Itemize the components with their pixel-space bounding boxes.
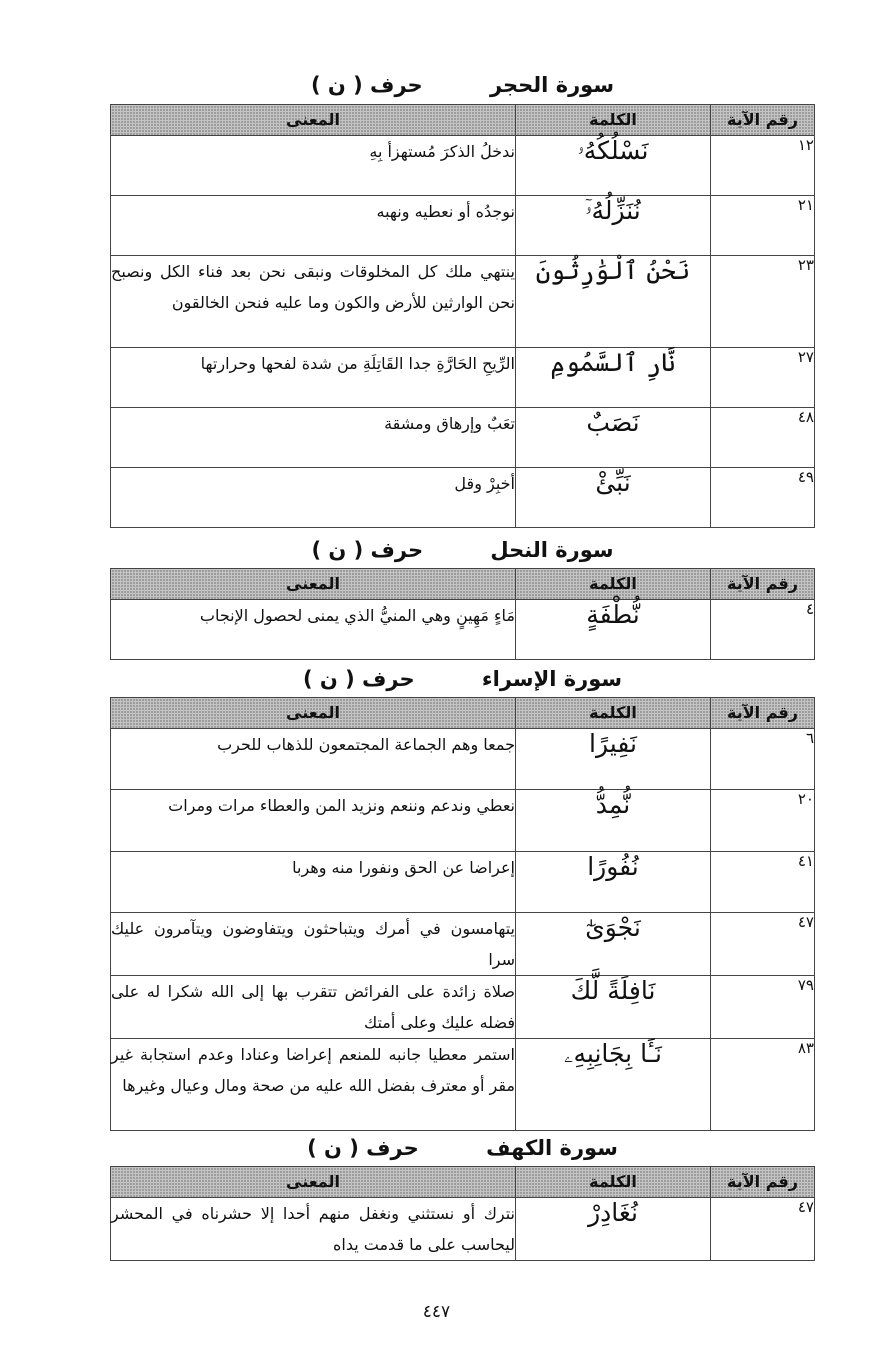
verse-number: ٤١ <box>711 852 815 913</box>
quran-word: نَّارِ ٱلسَّمُومِ <box>516 348 711 408</box>
quran-word: نَحْنُ ٱلْوَٰرِثُونَ <box>516 256 711 348</box>
header-meaning: المعنى <box>111 698 516 729</box>
table-row <box>111 852 815 913</box>
word-meaning: أخبِرْ وقل <box>111 468 516 528</box>
table-row <box>111 468 815 528</box>
header-verse-number: رقم الآية <box>711 698 815 729</box>
table-row <box>111 256 815 348</box>
surah-title: سورة الإسراء <box>481 667 623 691</box>
table-row <box>111 408 815 468</box>
verse-number: ٨٣ <box>711 1039 815 1131</box>
surah-title: سورة النحل <box>490 538 614 562</box>
verse-number: ٤ <box>711 600 815 660</box>
header-verse-number: رقم الآية <box>711 1167 815 1198</box>
header-meaning: المعنى <box>111 105 516 136</box>
word-meaning: صلاة زائدة على الفرائض تتقرب بها إلى الله شكرا له على فضله عليك وعلى أمتك <box>111 976 516 1039</box>
verse-number: ٤٨ <box>711 408 815 468</box>
table-row <box>111 600 815 660</box>
letter-label: حرف ( ن ) <box>311 538 424 562</box>
quran-word: نُغَادِرْ <box>516 1198 711 1261</box>
word-meaning: مَاءٍ مَهِينٍ وهي المنيُّ الذي يمنى لحصول الإنجاب <box>111 600 516 660</box>
header-verse-number: رقم الآية <box>711 105 815 136</box>
letter-label: حرف ( ن ) <box>302 667 415 691</box>
verse-number: ٢٣ <box>711 256 815 348</box>
table-row <box>111 729 815 790</box>
quran-word: نَصَبٌ <box>516 408 711 468</box>
section-heading-al-isra <box>110 662 815 696</box>
word-meaning: الرِّيحِ الحَارَّةِ جدا القَاتِلَةِ من شدة لفحها وحرارتها <box>111 348 516 408</box>
letter-label: حرف ( ن ) <box>307 1136 419 1160</box>
verse-number: ٤٩ <box>711 468 815 528</box>
verse-number: ٢١ <box>711 196 815 256</box>
word-meaning: نعطي وندعم وننعم ونزيد المن والعطاء مرات ومرات <box>111 790 516 852</box>
verse-number: ١٢ <box>711 136 815 196</box>
verse-number: ٧٩ <box>711 976 815 1039</box>
table-header-row <box>111 105 815 136</box>
table-header-row <box>111 569 815 600</box>
page-number: ٤٤٧ <box>422 1302 451 1322</box>
section-heading-al-hijr <box>110 68 815 102</box>
quran-word: نُّمِدُّ <box>516 790 711 852</box>
verse-number: ٢٠ <box>711 790 815 852</box>
header-word: الكلمة <box>516 698 711 729</box>
header-verse-number: رقم الآية <box>711 569 815 600</box>
quran-word: نَافِلَةً لَّكَ <box>516 976 711 1039</box>
quran-word: نَجْوَىٰٓ <box>516 913 711 976</box>
word-meaning: ندخلُ الذكرَ مُستهزأ بِهِ <box>111 136 516 196</box>
word-meaning: جمعا وهم الجماعة المجتمعون للذهاب للحرب <box>111 729 516 790</box>
quran-word: نَـَٔا بِجَانِبِهِۦ <box>516 1039 711 1131</box>
table-row <box>111 976 815 1039</box>
quran-word: نُّطْفَةٍ <box>516 600 711 660</box>
header-meaning: المعنى <box>111 1167 516 1198</box>
word-meaning: نترك أو نستثني ونغفل منهم أحدا إلا حشرناه في المحشر ليحاسب على ما قدمت يداه <box>111 1198 516 1261</box>
glossary-table-al-isra <box>110 697 815 1131</box>
table-row <box>111 348 815 408</box>
table-row <box>111 136 815 196</box>
surah-title: سورة الكهف <box>486 1136 618 1160</box>
letter-label: حرف ( ن ) <box>311 73 423 97</box>
table-row <box>111 790 815 852</box>
word-meaning: يتهامسون في أمرك ويتباحثون ويتفاوضون ويتآمرون عليك سرا <box>111 913 516 976</box>
table-row <box>111 1198 815 1261</box>
word-meaning: ينتهي ملك كل المخلوقات ونبقى نحن بعد فناء الكل ونصبح نحن الوارثين للأرض والكون وما عليه فنحن الخالقون <box>111 256 516 348</box>
glossary-table-an-nahl <box>110 568 815 660</box>
quran-word: نُنَزِّلُهُۥٓ <box>516 196 711 256</box>
table-row <box>111 913 815 976</box>
section-heading-an-nahl <box>110 533 815 567</box>
table-header-row <box>111 1167 815 1198</box>
header-meaning: المعنى <box>111 569 516 600</box>
word-meaning: نوجدُه أو نعطيه ونهبه <box>111 196 516 256</box>
header-word: الكلمة <box>516 1167 711 1198</box>
quran-word: نَفِيرًا <box>516 729 711 790</box>
glossary-table-al-hijr <box>110 104 815 528</box>
quran-word: نَسْلُكُهُۥ <box>516 136 711 196</box>
section-heading-al-kahf <box>110 1131 815 1165</box>
verse-number: ٦ <box>711 729 815 790</box>
verse-number: ٢٧ <box>711 348 815 408</box>
table-row <box>111 196 815 256</box>
surah-title: سورة الحجر <box>489 73 614 97</box>
glossary-table-al-kahf <box>110 1166 815 1261</box>
verse-number: ٤٧ <box>711 1198 815 1261</box>
quran-word: نَبِّئْ <box>516 468 711 528</box>
quran-word: نُفُورًا <box>516 852 711 913</box>
header-word: الكلمة <box>516 105 711 136</box>
word-meaning: تعَبٌ وإرهاق ومشقة <box>111 408 516 468</box>
header-word: الكلمة <box>516 569 711 600</box>
table-row <box>111 1039 815 1131</box>
word-meaning: استمر معطيا جانبه للمنعم إعراضا وعنادا وعدم استجابة غير مقر أو معترف بفضل الله عليه من صحة ومال وعيال وغيرها <box>111 1039 516 1131</box>
word-meaning: إعراضا عن الحق ونفورا منه وهربا <box>111 852 516 913</box>
table-header-row <box>111 698 815 729</box>
verse-number: ٤٧ <box>711 913 815 976</box>
